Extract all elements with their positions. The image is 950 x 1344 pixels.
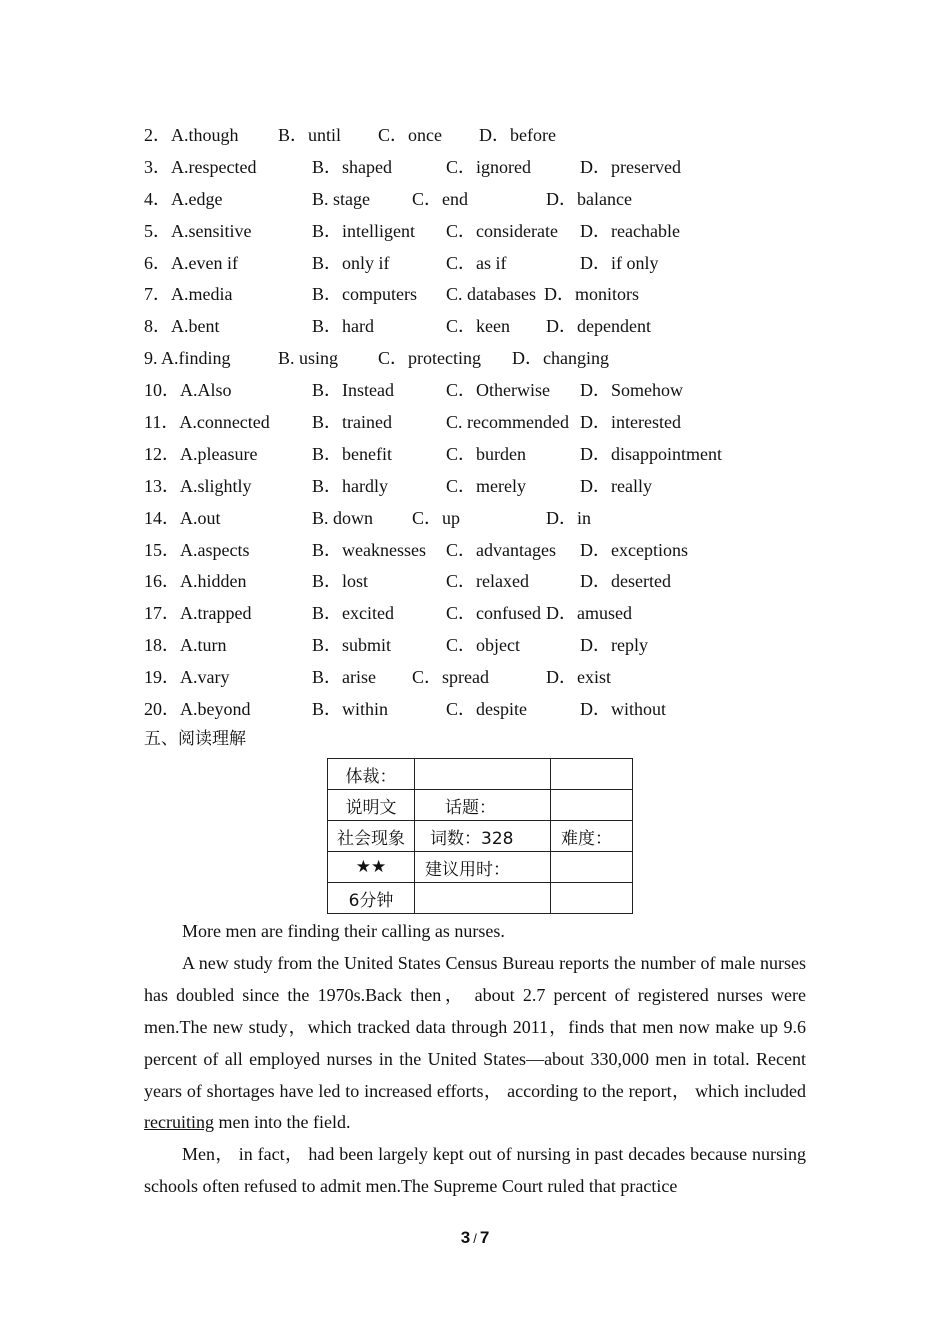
option-c: C．as if <box>446 252 507 273</box>
option-c: C．ignored <box>446 156 531 177</box>
option-c: C．Otherwise <box>446 380 550 401</box>
option-d: D．really <box>580 475 652 496</box>
option-c: C．despite <box>446 699 527 720</box>
option-c: C. databases <box>446 284 536 305</box>
option-d: D．exist <box>546 667 611 688</box>
current-page: 3 <box>460 1228 471 1247</box>
option-d: D．without <box>580 699 667 720</box>
option-row <box>144 279 824 311</box>
option-row <box>144 566 824 598</box>
option-c: C．advantages <box>446 539 556 560</box>
option-a: 3．A.respected <box>144 156 257 177</box>
option-b: B．trained <box>312 412 392 433</box>
option-row <box>144 598 824 630</box>
option-a: 17．A.trapped <box>144 603 252 624</box>
option-d: D．dependent <box>546 316 651 337</box>
underlined-word: recruiting <box>144 1112 214 1133</box>
table-cell <box>551 759 633 790</box>
table-cell: 6分钟 <box>328 883 415 914</box>
paragraph-text: A new study from the United States Census Bureau reports the number of male nurses has doubled since the 1970s.Back then， about 2.7 percent of registered nurses were men.The new study，which tracked data through 2011，finds that men now make up 9.6 percent of all employed nurses in the United States—about 330,000 men in total. Recent years of shortages have led to increased efforts， according to the report， which included <box>144 952 806 1101</box>
paragraph-text: men into the field. <box>213 1112 351 1133</box>
option-c: C．keen <box>446 316 510 337</box>
table-row <box>328 790 633 821</box>
table-cell <box>551 852 633 883</box>
option-b: B. using <box>278 348 339 369</box>
option-c: C．end <box>412 188 468 209</box>
options-list <box>144 120 824 726</box>
option-b: B．intelligent <box>312 220 415 241</box>
option-b: B. stage <box>312 188 370 209</box>
option-d: D．preserved <box>580 156 681 177</box>
option-d: D．Somehow <box>580 380 683 401</box>
option-c: C．object <box>446 635 520 656</box>
option-row <box>144 152 824 184</box>
option-d: D．interested <box>580 412 681 433</box>
option-b: B．until <box>278 125 342 145</box>
table-row <box>328 883 633 914</box>
option-d: D．monitors <box>544 284 640 305</box>
option-d: D．changing <box>512 348 609 369</box>
option-b: B．benefit <box>312 443 392 464</box>
option-row <box>144 248 824 280</box>
option-a: 4．A.edge <box>144 188 223 209</box>
option-row <box>144 439 824 471</box>
option-a: 12．A.pleasure <box>144 443 258 464</box>
option-b: B. down <box>312 507 374 528</box>
total-pages: 7 <box>479 1228 490 1247</box>
option-b: B．shaped <box>312 156 392 177</box>
option-b: B．only if <box>312 252 390 273</box>
option-d: D．amused <box>546 603 632 624</box>
option-a: 18．A.turn <box>144 635 227 656</box>
option-a: 19．A.vary <box>144 667 230 688</box>
option-b: B．weaknesses <box>312 539 426 560</box>
option-row <box>144 375 824 407</box>
option-a: 8．A.bent <box>144 316 220 337</box>
table-cell <box>415 759 551 790</box>
option-row <box>144 184 824 216</box>
option-b: B．hardly <box>312 475 388 496</box>
option-c: C．burden <box>446 443 526 464</box>
table-row <box>328 759 633 790</box>
option-row <box>144 630 824 662</box>
option-a: 20．A.beyond <box>144 699 251 720</box>
option-b: B．within <box>312 699 389 720</box>
option-row <box>144 694 824 726</box>
option-row <box>144 216 824 248</box>
option-b: B．submit <box>312 635 392 656</box>
table-cell: ★★ <box>328 852 415 883</box>
page-number <box>0 1228 950 1248</box>
table-row <box>328 852 633 883</box>
option-c: C．spread <box>412 667 489 688</box>
table-cell <box>551 790 633 821</box>
option-a: 5．A.sensitive <box>144 220 252 241</box>
option-d: D．exceptions <box>580 539 688 560</box>
option-row <box>144 120 824 152</box>
table-cell: 难度： <box>551 821 633 852</box>
option-row <box>144 662 824 694</box>
section-title: 五、阅读理解 <box>144 729 246 749</box>
option-a: 14．A.out <box>144 507 221 528</box>
option-row <box>144 407 824 439</box>
option-c: C．relaxed <box>446 571 529 592</box>
option-a: 11．A.connected <box>144 412 270 433</box>
option-row <box>144 535 824 567</box>
option-a: 10．A.Also <box>144 380 232 401</box>
passage-title: More men are finding their calling as nurses. <box>182 921 505 941</box>
option-row <box>144 471 824 503</box>
option-d: D．deserted <box>580 571 671 592</box>
option-a: 15．A.aspects <box>144 539 250 560</box>
info-table <box>327 758 633 914</box>
option-d: D．in <box>546 507 591 528</box>
option-c: C. recommended <box>446 412 569 433</box>
table-cell: 社会现象 <box>328 821 415 852</box>
table-cell: 体裁： <box>328 759 415 790</box>
option-c: C．considerate <box>446 220 558 241</box>
option-b: B．Instead <box>312 380 394 401</box>
option-row <box>144 503 824 535</box>
option-d: D．reachable <box>580 220 680 241</box>
table-cell: 说明文 <box>328 790 415 821</box>
table-cell <box>551 883 633 914</box>
option-c: C．once <box>378 125 442 145</box>
option-b: B．arise <box>312 667 376 688</box>
option-c: C．up <box>412 507 461 528</box>
passage-paragraph: Men， in fact， had been largely kept out of nursing in past decades because nursing schools often refused to admit men.The Supreme Court ruled that practice <box>144 1144 806 1197</box>
option-a: 7．A.media <box>144 284 233 305</box>
option-d: D．balance <box>546 188 632 209</box>
page-separator: / <box>473 1231 477 1246</box>
option-c: C．merely <box>446 475 526 496</box>
option-a: 13．A.slightly <box>144 475 252 496</box>
option-b: B．hard <box>312 316 374 337</box>
option-c: C．confused <box>446 603 541 624</box>
option-c: C．protecting <box>378 348 481 369</box>
passage-paragraph <box>144 948 806 1139</box>
option-a: 6．A.even if <box>144 252 238 273</box>
option-b: B．excited <box>312 603 394 624</box>
option-b: B．lost <box>312 571 369 592</box>
reading-passage <box>144 916 806 1203</box>
option-d: D．reply <box>580 635 648 656</box>
option-row <box>144 311 824 343</box>
option-a: 2．A.though <box>144 125 239 145</box>
option-a: 9. A.finding <box>144 348 231 369</box>
table-cell: 词数：328 <box>415 821 551 852</box>
table-row <box>328 821 633 852</box>
option-row <box>144 343 824 375</box>
option-a: 16．A.hidden <box>144 571 247 592</box>
option-d: D．disappointment <box>580 443 722 464</box>
table-cell: 建议用时： <box>415 852 551 883</box>
table-cell <box>415 883 551 914</box>
option-b: B．computers <box>312 284 417 305</box>
table-cell: 话题： <box>415 790 551 821</box>
option-d: D．if only <box>580 252 659 273</box>
option-d: D．before <box>479 125 556 145</box>
